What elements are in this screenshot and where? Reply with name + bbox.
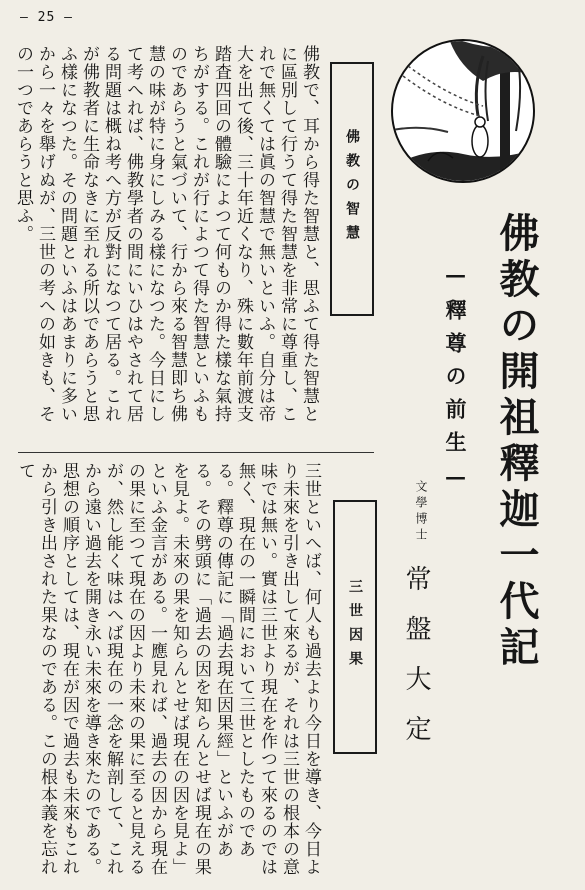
article-title: 佛教の開祖釋迦一代記 bbox=[493, 212, 540, 672]
author-name: 常盤大定 bbox=[401, 565, 431, 765]
page-number: — 25 — bbox=[20, 10, 73, 25]
section-divider bbox=[18, 452, 374, 453]
section-heading-three-worlds bbox=[333, 500, 377, 754]
article-subtitle: —釋尊の前生— bbox=[443, 262, 468, 501]
three-worlds-body-text: 三世といへば、何人も過去より今日を導き、今日より未來を引き出して來るが、それは三世の根本の意味では無い。實は三世より現在を作つて來るのでは無く、現在の一瞬間において三世としたものである。釋尊の傳記に「過去現在因果經」といふがある。その劈頭に「過去の因を知らんとせば現在の果を見よ。未來の果を知らんとせば現在の因を見よ」といふ金言がある。一應見れば、過去の因から現在の果に至つて現在の因より未來の果に至ると見えるが、然し能く味はへば現在の一念を解剖して、これから遠い過去を開き永い未來を導き來たのである。思想の順序としては、現在が因で過去も未來もこれから引き出された果なのである。この根本義を忘れて bbox=[15, 462, 321, 876]
section-heading-wisdom-text: 佛教の智慧 bbox=[344, 129, 360, 249]
section-heading-wisdom bbox=[330, 62, 374, 316]
wisdom-body-text: 佛教で、耳から得た智慧と、思ふて得た智慧とに區別して行うて得た智慧を非常に尊重し、これで無くては眞の智慧で無いといふ。自分は帝大を出て後、三十年近くなり、殊に數年前渡支踏査四回の體驗によつて何ものか得た樣な氣持ちがする。これが行によつて得た智慧といふものであらうと氣づいて、行から來る智慧即ち佛慧の味が特に身にしみる樣になつた。今日にして考へれば、佛教學者の間にいひはやされて居る問題は概ね考へ方が反對になつて居る。これが佛教者に生命なきに至れる所以であらうと思ふ樣になつた。その問題といふはあまりに多いから一々を舉げぬが、三世の考への如きも、その一つであらうと思ふ。 bbox=[13, 45, 319, 423]
buddha-tree-illustration bbox=[388, 36, 538, 186]
section-heading-three-worlds-text: 三世因果 bbox=[347, 579, 363, 675]
author-degree: 文學博士 bbox=[414, 480, 428, 544]
